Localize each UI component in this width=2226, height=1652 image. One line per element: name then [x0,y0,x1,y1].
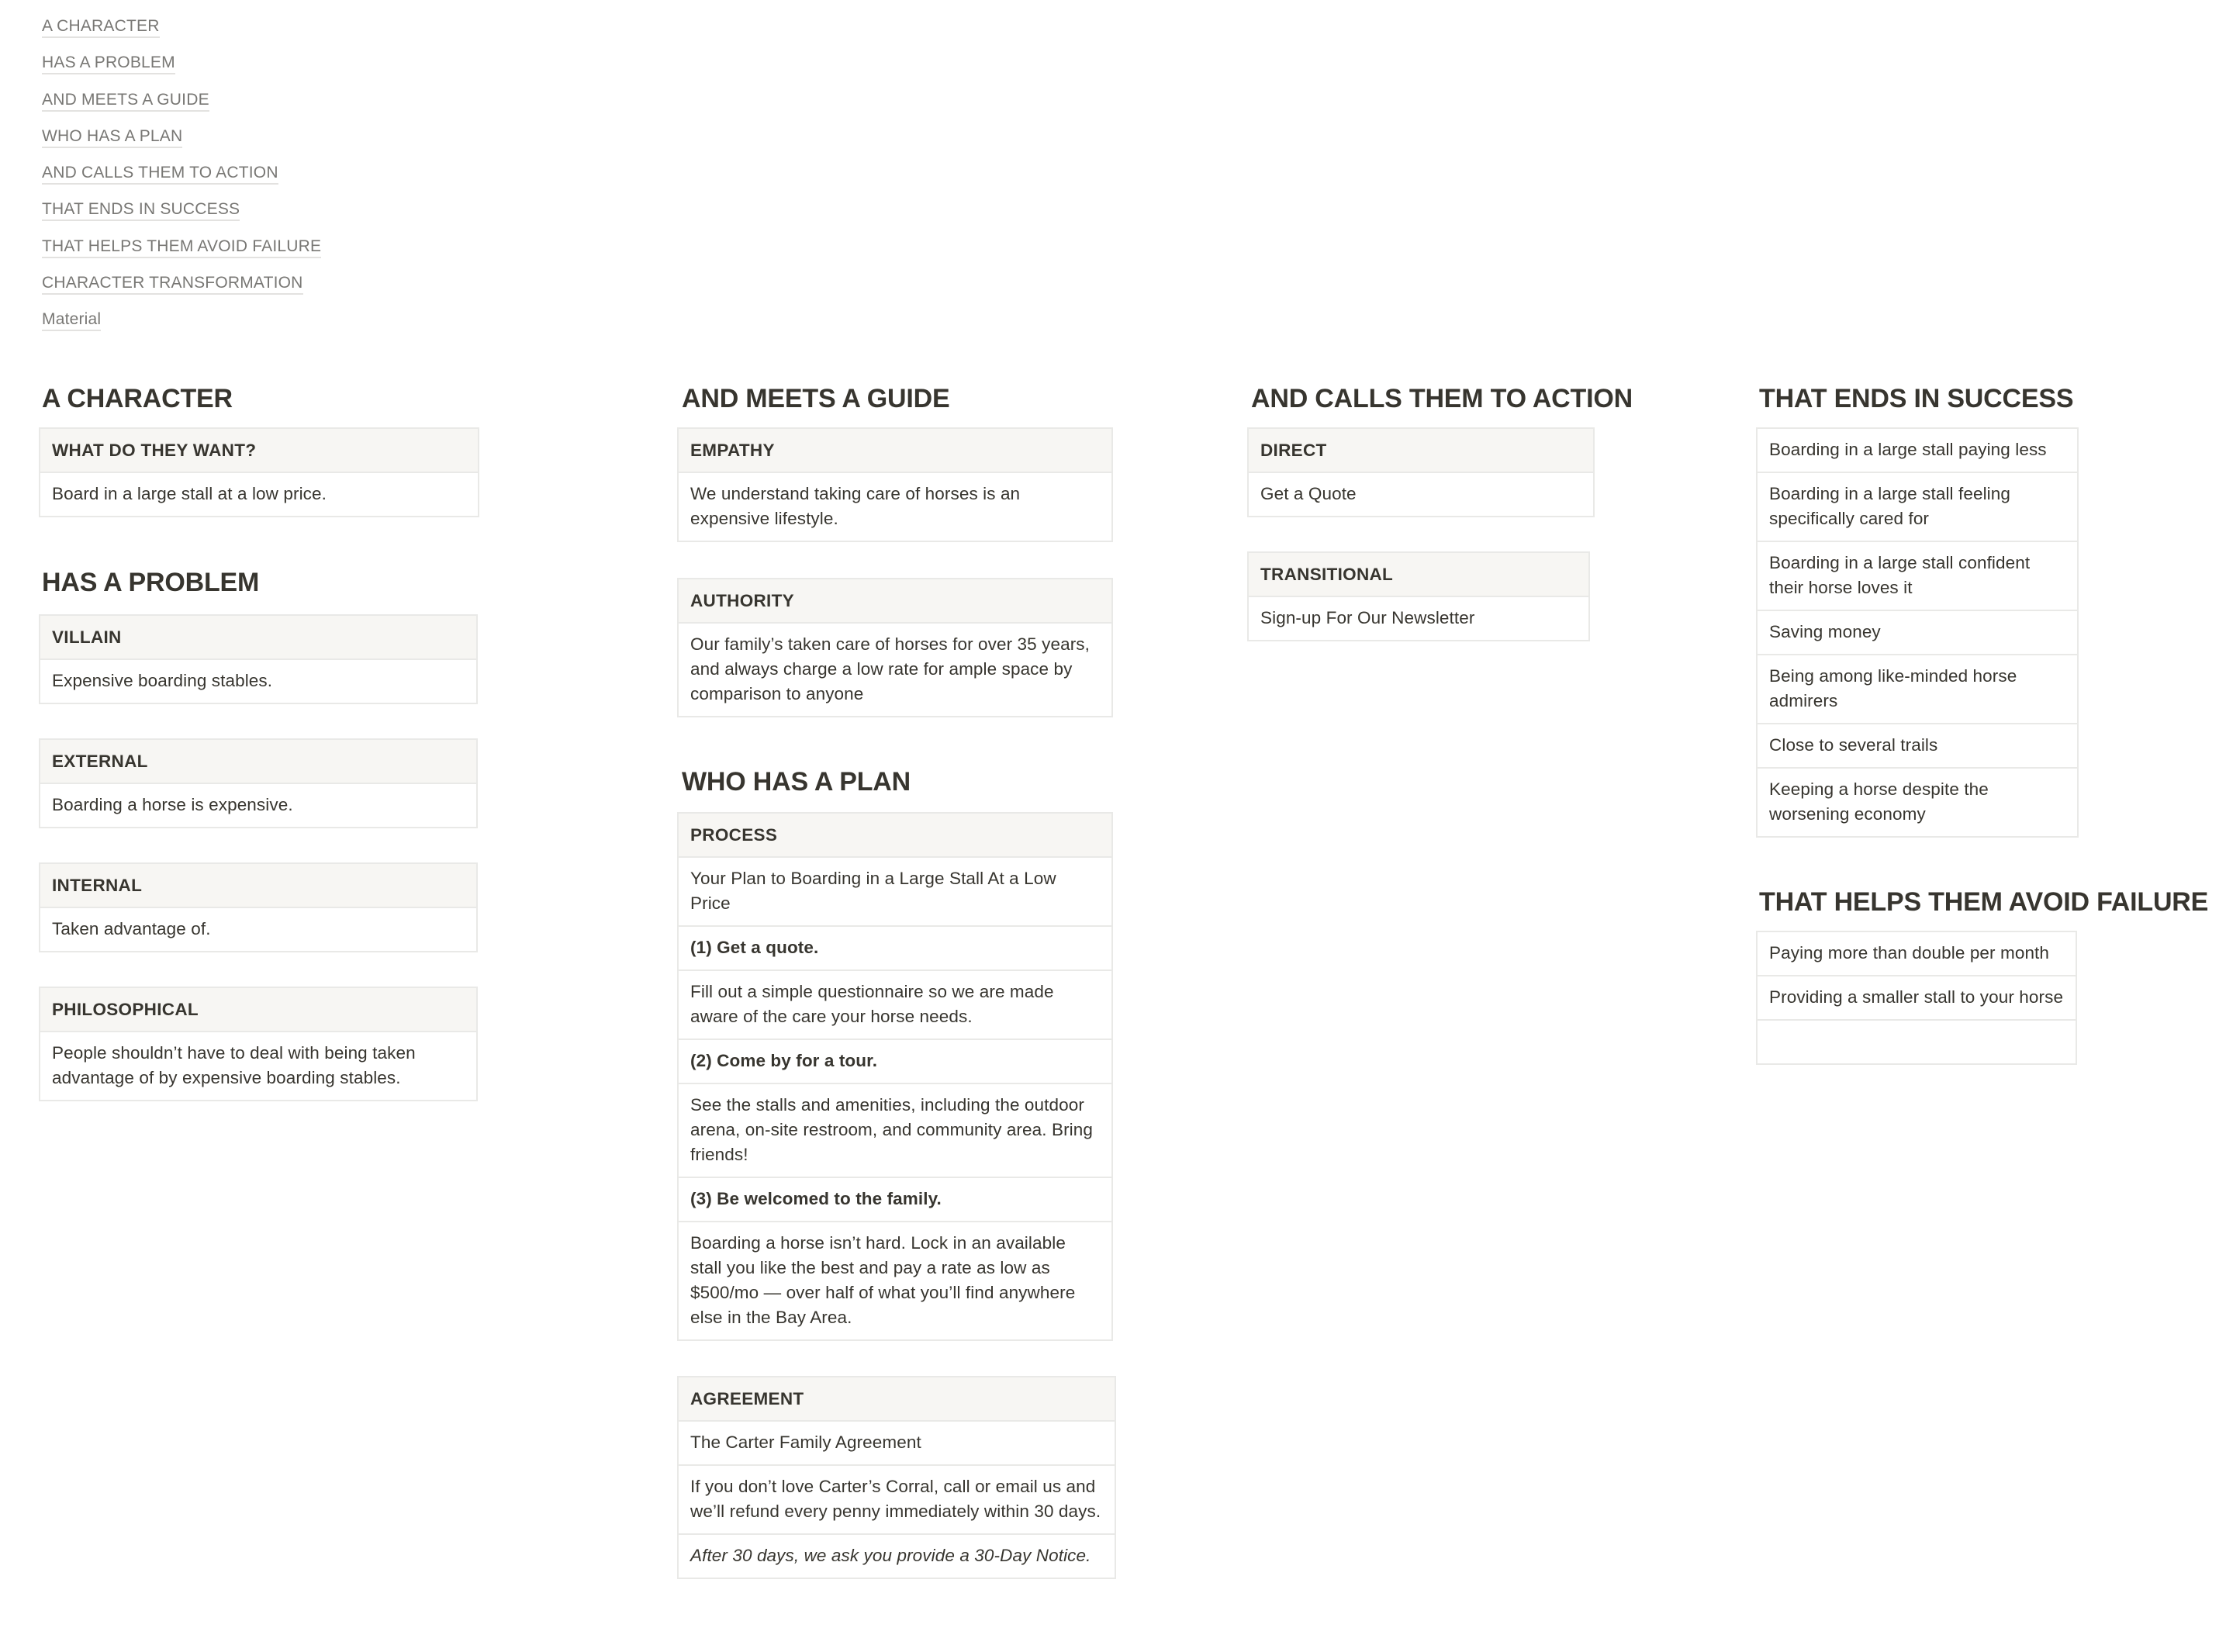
card-row[interactable]: See the stalls and amenities, including the outdoor arena, on-site restroom, and community area. Bring friends! [679,1084,1111,1178]
card-row[interactable]: Boarding a horse is expensive. [52,795,293,814]
card-internal [39,862,478,952]
card-header: INTERNAL [40,864,476,908]
card-row[interactable]: Boarding in a large stall feeling specifically cared for [1758,473,2077,542]
card-agreement [677,1376,1116,1579]
card-what-do-they-want [39,427,479,517]
toc-link-material[interactable]: Material [42,304,101,331]
card-empathy [677,427,1113,542]
card-external [39,738,478,828]
card-process [677,812,1113,1341]
toc-link-has-a-problem[interactable]: HAS A PROBLEM [42,47,175,74]
heading-that-ends-in-success: THAT ENDS IN SUCCESS [1759,384,2074,413]
card-header: WHAT DO THEY WANT? [40,429,478,473]
card-row[interactable]: Get a Quote [1260,484,1357,503]
toc-link-that-helps-them-avoid-failure[interactable]: THAT HELPS THEM AVOID FAILURE [42,231,321,258]
heading-who-has-a-plan: WHO HAS A PLAN [682,767,911,797]
heading-has-a-problem: HAS A PROBLEM [42,568,260,597]
card-row[interactable]: Board in a large stall at a low price. [52,484,327,503]
card-row[interactable]: Keeping a horse despite the worsening economy [1769,779,1989,824]
card-header: EMPATHY [679,429,1111,473]
card-header: TRANSITIONAL [1249,553,1588,597]
card-row[interactable]: People shouldn’t have to deal with being taken advantage of by expensive boarding stables. [52,1043,416,1087]
card-row[interactable]: We understand taking care of horses is an expensive lifestyle. [690,484,1021,528]
card-authority [677,578,1113,717]
card-row[interactable]: Boarding in a large stall confident their horse loves it [1758,542,2077,611]
card-row[interactable]: Taken advantage of. [52,919,211,938]
card-row-notice[interactable]: After 30 days, we ask you provide a 30-Day Notice. [690,1546,1091,1565]
toc-link-that-ends-in-success[interactable]: THAT ENDS IN SUCCESS [42,194,240,221]
heading-and-meets-a-guide: AND MEETS A GUIDE [682,384,950,413]
card-header: PROCESS [679,814,1111,858]
card-row[interactable]: Your Plan to Boarding in a Large Stall At a Low Price [679,858,1111,927]
card-row-step-3[interactable]: (3) Be welcomed to the family. [679,1178,1111,1222]
table-of-contents [42,11,585,341]
card-row[interactable]: Boarding in a large stall paying less [1758,429,2077,473]
toc-link-a-character[interactable]: A CHARACTER [42,11,160,38]
card-header: EXTERNAL [40,740,476,784]
heading-a-character: A CHARACTER [42,384,233,413]
card-failure-list [1756,931,2077,1065]
card-header: PHILOSOPHICAL [40,988,476,1032]
card-row-step-2[interactable]: (2) Come by for a tour. [679,1040,1111,1084]
card-row[interactable]: If you don’t love Carter’s Corral, call or email us and we’ll refund every penny immediately within 30 days. [679,1466,1115,1535]
card-row[interactable]: Being among like-minded horse admirers [1758,655,2077,724]
card-row[interactable]: The Carter Family Agreement [679,1422,1115,1466]
card-villain [39,614,478,704]
toc-link-and-calls-them-to-action[interactable]: AND CALLS THEM TO ACTION [42,157,278,185]
heading-and-calls-them-to-action: AND CALLS THEM TO ACTION [1251,384,1633,413]
card-row[interactable]: Providing a smaller stall to your horse [1758,976,2076,1021]
card-header: AGREEMENT [679,1377,1115,1422]
card-row[interactable]: Paying more than double per month [1758,932,2076,976]
toc-link-who-has-a-plan[interactable]: WHO HAS A PLAN [42,121,182,148]
toc-link-character-transformation[interactable]: CHARACTER TRANSFORMATION [42,268,303,295]
card-row[interactable]: Our family’s taken care of horses for over 35 years, and always charge a low rate for ample space by comparison to anyone [690,634,1090,703]
card-direct [1247,427,1595,517]
card-row[interactable]: Fill out a simple questionnaire so we are made aware of the care your horse needs. [679,971,1111,1040]
card-success-list [1756,427,2079,838]
card-row-empty[interactable] [1758,1021,2076,1063]
card-row[interactable]: Saving money [1758,611,2077,655]
card-header: VILLAIN [40,616,476,660]
card-header: DIRECT [1249,429,1593,473]
card-transitional [1247,551,1590,641]
card-philosophical [39,987,478,1101]
card-row[interactable]: Close to several trails [1758,724,2077,769]
card-row[interactable]: Sign-up For Our Newsletter [1260,608,1475,627]
card-row[interactable]: Expensive boarding stables. [52,671,273,690]
card-header: AUTHORITY [679,579,1111,624]
card-row-step-1[interactable]: (1) Get a quote. [679,927,1111,971]
toc-link-and-meets-a-guide[interactable]: AND MEETS A GUIDE [42,85,209,112]
heading-that-helps-them-avoid-failure: THAT HELPS THEM AVOID FAILURE [1759,887,2209,917]
card-row[interactable]: Boarding a horse isn’t hard. Lock in an available stall you like the best and pay a rate as low as $500/mo — over half of what you’ll find anywhere else in the Bay Area. [690,1233,1076,1327]
